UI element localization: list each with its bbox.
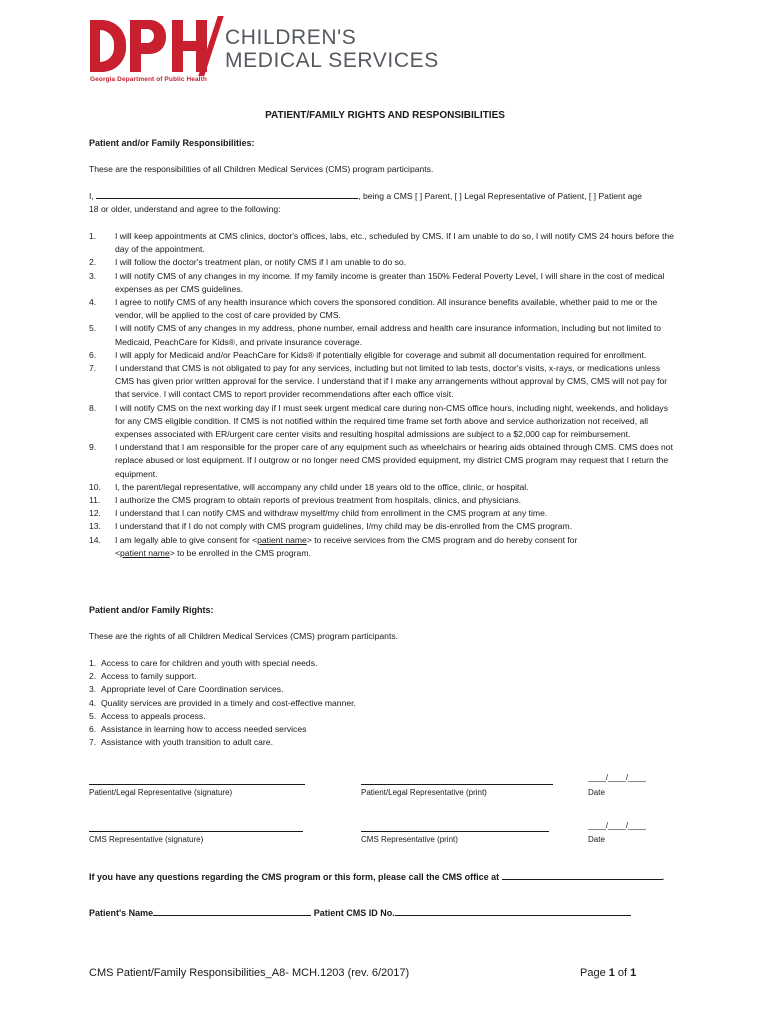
responsibilities-list [89, 230, 679, 560]
patient-date-field[interactable]: ____/____/____ [588, 773, 646, 782]
list-item: 2. I will follow the doctor's treatment plan, or notify CMS if I am unable to do so. [89, 257, 407, 268]
cms-print-label: CMS Representative (print) [361, 835, 458, 844]
list-item: 8. I will notify CMS on the next working day if I must seek urgent medical care during non-CMS office hours, including night, weekends, and holidays for any CMS eligible condition. If CMS is not notified within the required time frame set forth above and service authorization not received, all expenses associated with ER/urgent care center visits and resulting hospital admissions are subject to a $2,000 cap for reimbursement. [89, 402, 668, 440]
list-item: 3. I will notify CMS of any changes in my income. If my family income is greater than 150% Federal Poverty Level, I will share in the cost of medical expenses as per CMS guidelines. [89, 270, 665, 294]
cms-signature-line[interactable] [89, 831, 303, 832]
cms-office-phone-field[interactable] [502, 871, 662, 880]
ack-prefix: I, [89, 191, 94, 201]
responsibilities-intro: These are the responsibilities of all Children Medical Services (CMS) program participants. [89, 164, 434, 174]
list-item: 11. I authorize the CMS program to obtain reports of previous treatment from hospitals, clinics, and physicians. [89, 495, 522, 506]
patient-name-placeholder: patient name [120, 547, 170, 558]
list-item: 2. Access to family support. [89, 671, 197, 682]
questions-line: If you have any questions regarding the CMS program or this form, please call the CMS office at . [89, 872, 665, 882]
logo-name-line2: MEDICAL SERVICES [225, 49, 439, 72]
list-item: 7. Assistance with youth transition to adult care. [89, 737, 273, 748]
list-item: 6. I will apply for Medicaid and/or PeachCare for Kids® if potentially eligible for coverage and submit all documentation required for enrollment. [89, 349, 647, 360]
patient-fields [89, 907, 631, 918]
list-item: 1. Access to care for children and youth with special needs. [89, 658, 318, 668]
list-item: 5. I will notify CMS of any changes in my address, phone number, email address and health care insurance information, including but not limited to Medicaid, PeachCare for Kids®, and private insurance coverage. [89, 323, 661, 347]
cms-date-label: Date [588, 835, 605, 844]
list-item: 6. Assistance in learning how to access needed services [89, 724, 307, 735]
list-item: 10. I, the parent/legal representative, will accompany any child under 18 years old to the office, clinic, or hospital. [89, 481, 529, 492]
list-item: 13. I understand that if I do not comply with CMS program guidelines, I/my child may be dis-enrolled from the CMS program. [89, 521, 573, 532]
cms-print-line[interactable] [361, 831, 549, 832]
list-item: 12. I understand that I can notify CMS and withdraw myself/my child from enrollment in the CMS program at any time. [89, 508, 548, 519]
cms-signature-label: CMS Representative (signature) [89, 835, 204, 844]
list-item: 9. I understand that I am responsible for the proper care of any equipment such as wheelchairs or hearing aids obtained through CMS. CMS does not replace abused or lost equipment. If I outgrow or no longer need CMS provided equipment, my district CMS program may request that I return the equipment. [89, 442, 673, 479]
logo-program-name [225, 26, 439, 72]
patient-id-label: Patient CMS ID No. [313, 908, 395, 918]
patient-name-placeholder: patient name [257, 534, 307, 545]
list-item: 3. Appropriate level of Care Coordination services. [89, 684, 284, 695]
patient-signature-label: Patient/Legal Representative (signature) [89, 788, 233, 797]
rights-intro: These are the rights of all Children Medical Services (CMS) program participants. [89, 631, 399, 641]
patient-name-label: Patient's Name [89, 908, 154, 918]
patient-print-line[interactable] [361, 784, 553, 785]
list-item: 4. Quality services are provided in a timely and cost-effective manner. [89, 697, 356, 708]
form-id-footer: CMS Patient/Family Responsibilities_A8- MCH.1203 (rev. 6/2017) [89, 967, 410, 979]
responsibilities-heading: Patient and/or Family Responsibilities: [89, 138, 255, 148]
list-item: 5. Access to appeals process. [89, 710, 206, 721]
patient-date-label: Date [588, 788, 605, 797]
acknowledgement [89, 189, 689, 216]
dph-letters-mark [90, 20, 214, 72]
rights-list [89, 657, 649, 749]
list-item-consent: 14. I am legally able to give consent for <patient name> to receive services from the CMS program and do hereby consent for <patient name> to be enrolled in the CMS program. [89, 534, 578, 558]
dph-logo [84, 16, 439, 88]
list-item: 1. I will keep appointments at CMS clinics, doctor's offices, labs, etc., scheduled by CMS. If I am unable to do so, I will notify CMS 24 hours before the day of the appointment. [89, 231, 674, 255]
page-title: PATIENT/FAMILY RIGHTS AND RESPONSIBILITIES [265, 110, 505, 121]
list-item: 7. I understand that CMS is not obligated to pay for any services, including but not limited to lab tests, doctor's visits, x-rays, or medications unless CMS has given prior written approval for the service. I understand that if I make any arrangements without approval by CMS, CMS will not pay for that service. I will contact CMS to report provider recommendations after each office visit. [89, 363, 668, 400]
logo-org-name: Georgia Department of Public Health [90, 76, 207, 83]
patient-id-field[interactable] [395, 907, 631, 916]
questions-text: If you have any questions regarding the CMS program or this form, please call the CMS office at [89, 872, 500, 882]
ack-line2: 18 or older, understand and agree to the following: [89, 204, 281, 215]
patient-print-label: Patient/Legal Representative (print) [361, 788, 487, 797]
patient-signature-line[interactable] [89, 784, 305, 785]
logo-name-line1: CHILDREN'S [225, 26, 357, 49]
page-number: Page 1 of 1 [580, 967, 637, 979]
cms-date-field[interactable]: ____/____/____ [588, 821, 646, 830]
participant-name-field[interactable] [96, 189, 358, 199]
list-item: 4. I agree to notify CMS of any health insurance which covers the sponsored condition. All insurance benefits available, whether paid to me or the vendor, will be applied to the cost of care provided by CMS. [89, 297, 658, 321]
rights-heading: Patient and/or Family Rights: [89, 605, 214, 615]
patient-name-field[interactable] [153, 907, 311, 916]
ack-suffix: , being a CMS [ ] Parent, [ ] Legal Representative of Patient, [ ] Patient age [358, 191, 642, 201]
